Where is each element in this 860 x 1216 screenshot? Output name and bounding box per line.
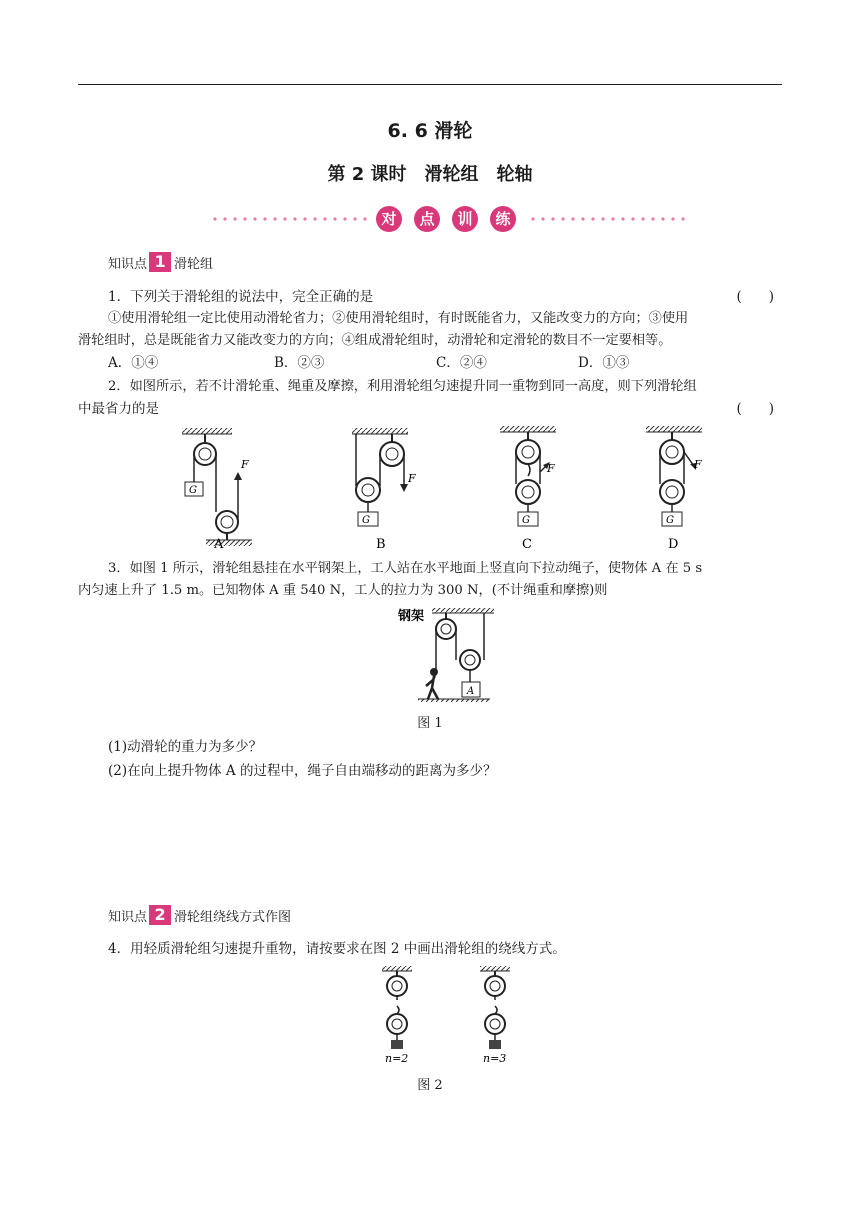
kp-prefix: 知识点: [108, 909, 148, 925]
kp-label: 滑轮组绕线方式作图: [174, 909, 292, 925]
pulley-set-n2: [382, 966, 412, 1049]
lesson-subtitle: 第 2 课时 滑轮组 轮轴: [327, 164, 533, 185]
q1-stem-text: 1．下列关于滑轮组的说法中，完全正确的是: [108, 289, 374, 305]
q3-stem-line-1: 3．如图 1 所示，滑轮组悬挂在水平钢架上，工人站在水平地面上竖直向下拉动绳子，使物体 A 在 5 s: [108, 561, 703, 576]
figure-1-caption: 图 1: [417, 716, 443, 731]
q1-option-b: B．②③: [274, 355, 325, 371]
pulley-figure-c: [500, 426, 556, 526]
banner-char-4: 练: [490, 206, 516, 232]
q2-stem-line-1: 2．如图所示，若不计滑轮重、绳重及摩擦，利用滑轮组匀速提升同一重物到同一高度，则下列滑轮组: [108, 379, 697, 394]
q2-figure-row: [0, 420, 860, 555]
q2-answer-paren: ( ): [736, 401, 774, 417]
q2-stem-line-2: [78, 399, 782, 419]
section-title: 6. 6 滑轮: [387, 120, 473, 142]
top-rule: [78, 84, 782, 85]
banner-dots-right: [528, 217, 688, 221]
q1-option-a: A．①④: [108, 355, 159, 371]
fig-label-d: D: [668, 537, 679, 552]
q3-sub-question-2: (2)在向上提升物体 A 的过程中，绳子自由端移动的距离为多少？: [108, 763, 497, 779]
fig-label-a: A: [214, 537, 224, 552]
fig-a-weight-label: G: [189, 485, 197, 496]
fig-b-force-label: F: [408, 472, 416, 485]
figure-2-caption: 图 2: [417, 1078, 443, 1093]
q3-stem-line-2: 内匀速上升了 1.5 m。已知物体 A 重 540 N，工人的拉力为 300 N，(不计绳重和摩擦)则: [78, 583, 608, 598]
pulley-set-n3: [480, 966, 510, 1049]
kp-label: 滑轮组: [174, 256, 214, 272]
q1-stem: [78, 287, 782, 307]
label-n3: n=3: [483, 1052, 507, 1065]
steel-frame-label: 钢架: [398, 609, 425, 624]
q3-sub-question-1: (1)动滑轮的重力为多少？: [108, 739, 263, 755]
label-n2: n=2: [385, 1052, 409, 1065]
q4-figure-2: [370, 962, 520, 1066]
practice-banner: [210, 204, 690, 234]
fig-c-weight-label: G: [522, 515, 530, 526]
banner-dots-left: [210, 217, 370, 221]
fig-d-weight-label: G: [666, 515, 674, 526]
worker-figure: [426, 668, 438, 699]
knowledge-point-2: [108, 905, 291, 925]
q1-answer-paren: ( ): [736, 289, 774, 305]
banner-char-2: 点: [414, 206, 440, 232]
knowledge-point-1: [108, 252, 213, 272]
q4-stem: 4．用轻质滑轮组匀速提升重物，请按要求在图 2 中画出滑轮组的绕线方式。: [108, 941, 566, 957]
q2-stem-text: 中最省力的是: [78, 401, 159, 417]
fig-label-b: B: [376, 537, 386, 552]
fig-d-force-label: F: [694, 458, 702, 471]
banner-char-1: 对: [376, 206, 402, 232]
pulley-figure-d: [646, 426, 702, 526]
q1-option-d: D．①③: [578, 355, 630, 371]
fig-c-force-label: F: [547, 462, 555, 475]
q1-body-line-2: 滑轮组时，总是既能省力又能改变力的方向；④组成滑轮组时，动滑轮和定滑轮的数目不一定要相等。: [78, 333, 672, 348]
kp-prefix: 知识点: [108, 256, 148, 272]
object-a-label: A: [467, 686, 475, 697]
fig-b-weight-label: G: [362, 515, 370, 526]
pulley-figure-b: [352, 428, 408, 526]
q3-figure-1: [396, 602, 496, 702]
kp-number-badge: 2: [149, 905, 171, 925]
kp-number-badge: 1: [149, 252, 171, 272]
q1-body-line-1: ①使用滑轮组一定比使用动滑轮省力；②使用滑轮组时，有时既能省力，又能改变力的方向；③使用: [108, 311, 689, 326]
q1-option-c: C．②④: [436, 355, 487, 371]
banner-char-3: 训: [452, 206, 478, 232]
fig-a-force-label: F: [241, 458, 249, 471]
fig-label-c: C: [522, 537, 532, 552]
